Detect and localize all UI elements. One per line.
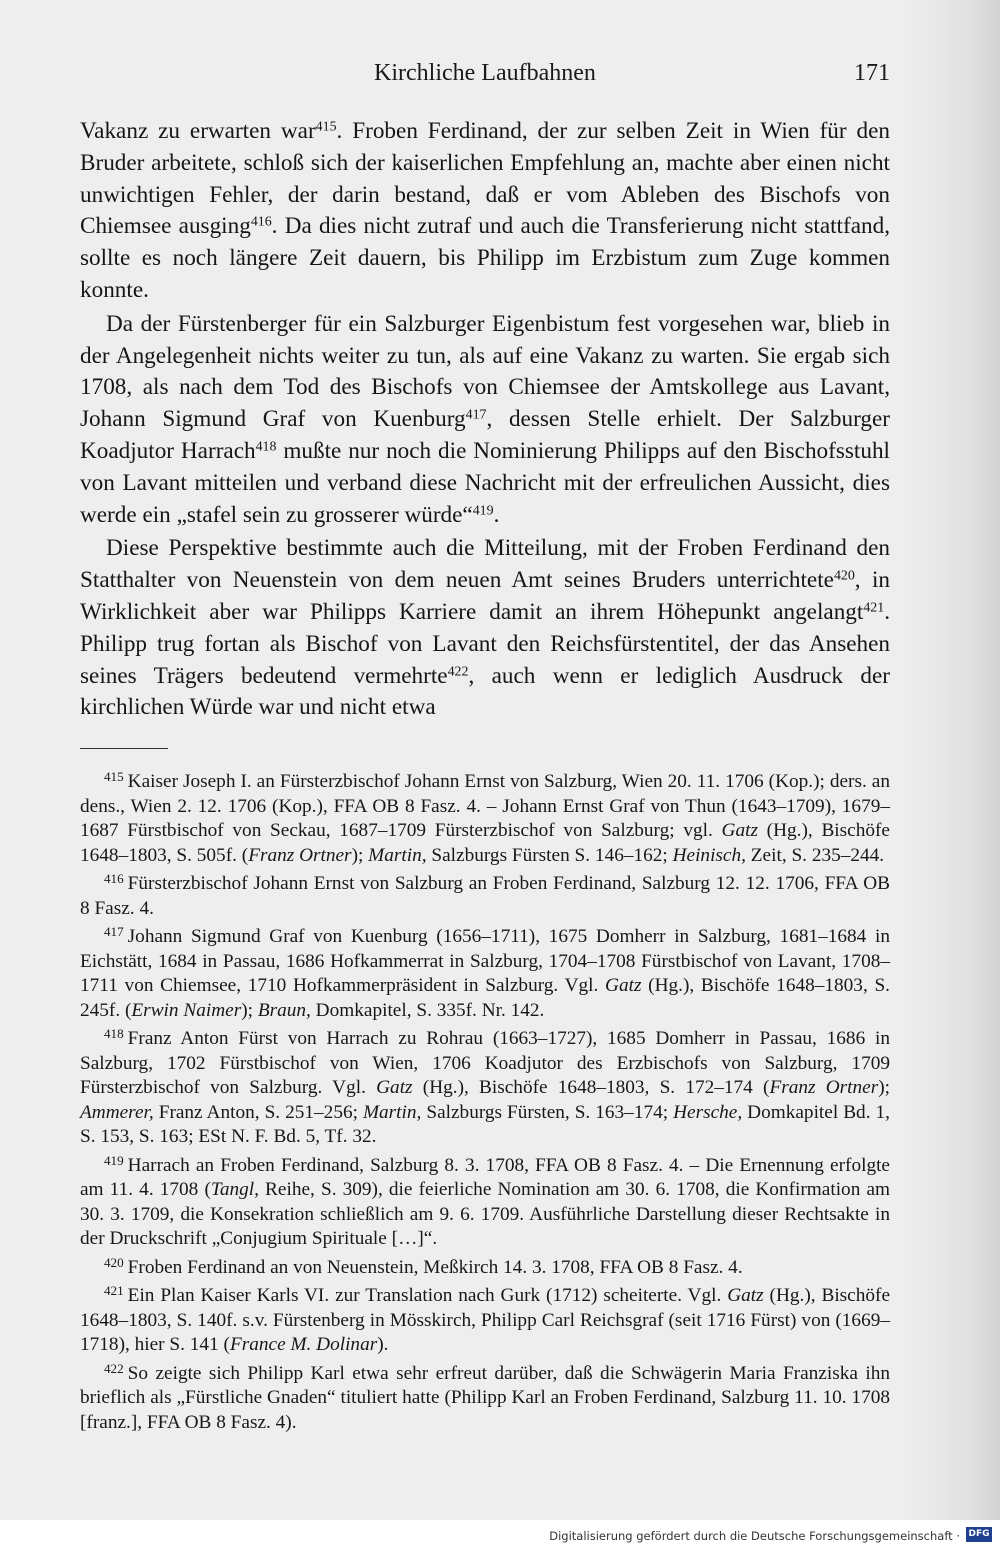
footnote-reference: 418 bbox=[255, 439, 277, 455]
footnote-separator bbox=[80, 748, 168, 749]
text-segment: Fürsterzbischof Johann Ernst von Salzburg an Froben Ferdinand, Salzburg 12. 12. 1706, FFA OB 8 Fasz. 4. bbox=[80, 873, 890, 919]
text-segment: (Hg.), Bischöfe 1648–1803, S. 505f. ( bbox=[80, 820, 890, 866]
italic-text: Erwin Naimer bbox=[131, 999, 242, 1021]
italic-text: Ammerer, bbox=[80, 1101, 154, 1123]
text-segment: mußte nur noch die Nominierung Philipps auf den Bischofsstuhl von Lavant mitteilen und verband diese Nachricht mit der erfreulichen Aussicht, dies werde ein „stafel sein zu grosserer würde“ bbox=[80, 437, 890, 528]
italic-text: Hersche, bbox=[673, 1101, 743, 1123]
page-edge-shadow bbox=[905, 0, 1000, 1520]
italic-text: Franz Ortner bbox=[248, 844, 352, 866]
text-segment: . Froben Ferdinand, der zur selben Zeit in Wien für den Bruder arbeitete, schloß sich der kaiserlichen Empfehlung an, machte aber einen nicht unwichtigen Fehler, der darin bestand, daß er vom Ableben des Bischofs von Chiemsee ausging bbox=[80, 118, 890, 240]
footnote-reference: 417 bbox=[465, 407, 487, 423]
footnote-number: 421 bbox=[104, 1283, 124, 1299]
italic-text: Gatz bbox=[721, 820, 758, 841]
italic-text: Martin, bbox=[368, 844, 427, 866]
text-segment: (Hg.), Bischöfe 1648–1803, S. 140f. s.v. Fürstenberg in Mösskirch, Philipp Carl Reichsgraf (seit 1716 Fürst) von (1669–1718), hier S. 141 ( bbox=[80, 1285, 891, 1355]
text-segment: Domkapitel Bd. 1, S. 153, S. 163; ESt N. F. Bd. 5, Tf. 32. bbox=[80, 1101, 890, 1147]
running-header bbox=[80, 58, 890, 98]
paragraph bbox=[80, 309, 890, 532]
text-segment: Franz Anton, S. 251–256; bbox=[153, 1101, 363, 1123]
footnote-number: 422 bbox=[104, 1360, 124, 1376]
text-segment: Kaiser Joseph I. an Fürsterzbischof Johann Ernst von Salzburg, Wien 20. 11. 1706 (Kop.); ders. an dens., Wien 2. 12. 1706 (Kop.), FFA OB 8 Fasz. 4. – Johann Ernst Graf von Thun (1643–1709), 1679–1687 Fürstbischof von Seckau, 1687–1709 Fürsterzbischof von Salzburg; vgl. bbox=[80, 771, 890, 841]
page-number: 171 bbox=[854, 60, 890, 86]
footnote bbox=[80, 1256, 890, 1281]
text-segment: So zeigte sich Philipp Karl etwa sehr erfreut darüber, daß die Schwägerin Maria Franziska ihn brieflich als „Fürstliche Gnaden“ tituliert hatte (Philipp Karl an Froben Ferdinand, Salzburg 11. 10. 1708 [franz.], FFA OB 8 Fasz. 4). bbox=[80, 1362, 890, 1433]
footnote-reference: 416 bbox=[250, 214, 272, 230]
footnote bbox=[80, 1284, 890, 1358]
text-segment: . bbox=[493, 501, 500, 528]
text-segment: Harrach an Froben Ferdinand, Salzburg 8. 3. 1708, FFA OB 8 Fasz. 4. – Die Ernennung erfolgte am 11. 4. 1708 ( bbox=[80, 1154, 890, 1200]
italic-text: Franz Ortner bbox=[769, 1077, 879, 1098]
text-segment: ); bbox=[878, 1077, 890, 1098]
text-segment: Domkapitel, S. 335f. Nr. 142. bbox=[310, 999, 545, 1021]
text-segment: ); bbox=[351, 844, 369, 866]
text-segment: . Philipp trug fortan als Bischof von Lavant den Reichsfürstentitel, der das Ansehen seines Trägers bedeutend vermehrte bbox=[80, 598, 890, 689]
footnotes bbox=[80, 770, 890, 1439]
text-segment: Franz Anton Fürst von Harrach zu Rohrau (1663–1727), 1685 Domherr in Passau, 1686 in Salzburg, 1702 Fürstbischof von Wien, 1706 Koadjutor des Erzbischofs von Salzburg, 1709 Fürsterzbischof von Salzburg. Vgl. bbox=[80, 1028, 890, 1098]
italic-text: Gatz bbox=[727, 1285, 764, 1306]
text-segment: Reihe, S. 309), die feierliche Nomination am 30. 6. 1708, die Konfirmation am 30. 3. 1709, die Konsekration schließlich am 9. 6. 1709. Ausführliche Darstellung dieser Rechtsakte in der Druckschrift „Conjugium Spirituale […]“. bbox=[80, 1179, 891, 1249]
footnote bbox=[80, 925, 890, 1023]
main-text bbox=[80, 116, 890, 726]
text-segment: , in Wirklichkeit aber war Philipps Karriere damit an ihrem Höhepunkt angelangt bbox=[80, 567, 890, 625]
italic-text: Braun, bbox=[257, 999, 311, 1021]
text-segment: Vakanz zu erwarten war bbox=[80, 118, 316, 144]
text-segment: (Hg.), Bischöfe 1648–1803, S. 172–174 ( bbox=[412, 1077, 770, 1098]
text-segment: Salzburgs Fürsten S. 146–162; bbox=[426, 844, 673, 866]
italic-text: Heinisch, bbox=[672, 844, 746, 866]
footnote bbox=[80, 872, 890, 921]
paragraph bbox=[80, 116, 890, 307]
footnote bbox=[80, 1362, 890, 1436]
text-segment: . Da dies nicht zutraf und auch die Transferierung nicht stattfand, sollte es noch längere Zeit dauern, bis Philipp im Erzbistum zum Zuge kommen konnte. bbox=[80, 213, 890, 303]
text-segment: Da der Fürstenberger für ein Salzburger Eigenbistum fest vorgesehen war, blieb in der Angelegenheit nichts weiter zu tun, als auf eine Vakanz zu warten. Sie ergab sich 1708, als nach dem Tod des Bischofs von Chiemsee der Amtskollege aus Lavant, Johann Sigmund Graf von Kuenburg bbox=[80, 310, 890, 433]
digitization-credit-bar bbox=[0, 1520, 1000, 1552]
footnote bbox=[80, 1027, 890, 1150]
italic-text: France M. Dolinar bbox=[229, 1334, 378, 1355]
running-title: Kirchliche Laufbahnen bbox=[374, 60, 596, 86]
footnote-reference: 422 bbox=[447, 663, 469, 679]
credit-text: Digitalisierung gefördert durch die Deutsche Forschungsgemeinschaft · bbox=[549, 1529, 960, 1543]
text-segment: Johann Sigmund Graf von Kuenburg (1656–1711), 1675 Domherr in Salzburg, 1681–1684 in Eichstätt, 1684 in Passau, 1686 Hofkammerrat in Salzburg, 1704–1708 Fürstbischof von Lavant, 1708–1711 von Chiemsee, 1710 Hofkammerpräsident in Salzburg. Vgl. bbox=[80, 926, 890, 996]
footnote-number: 418 bbox=[104, 1026, 124, 1042]
text-segment: Froben Ferdinand an von Neuenstein, Meßkirch 14. 3. 1708, FFA OB 8 Fasz. 4. bbox=[127, 1256, 743, 1278]
footnote-number: 417 bbox=[104, 924, 124, 940]
italic-text: Tangl, bbox=[210, 1179, 259, 1200]
italic-text: Gatz bbox=[605, 975, 642, 996]
footnote-reference: 420 bbox=[833, 568, 855, 584]
text-segment: Zeit, S. 235–244. bbox=[745, 844, 885, 866]
text-segment: Salzburgs Fürsten, S. 163–174; bbox=[421, 1101, 674, 1123]
paragraph bbox=[80, 533, 890, 724]
footnote-reference: 419 bbox=[472, 502, 494, 518]
footnote bbox=[80, 770, 890, 868]
footnote-reference: 415 bbox=[315, 119, 337, 135]
text-segment: Ein Plan Kaiser Karls VI. zur Translation nach Gurk (1712) scheiterte. Vgl. bbox=[127, 1285, 728, 1306]
footnote bbox=[80, 1154, 890, 1252]
italic-text: Gatz bbox=[376, 1077, 413, 1098]
footnote-reference: 421 bbox=[863, 600, 885, 616]
footnote-number: 416 bbox=[104, 871, 124, 887]
dfg-logo: DFG bbox=[966, 1527, 992, 1542]
text-segment: Diese Perspektive bestimmte auch die Mitteilung, mit der Froben Ferdinand den Statthalter von Neuenstein von dem neuen Amt seines Bruders unterrichtete bbox=[80, 535, 890, 594]
footnote-number: 420 bbox=[104, 1254, 124, 1270]
text-segment: , dessen Stelle erhielt. Der Salzburger Koadjutor Harrach bbox=[80, 406, 890, 464]
footnote-number: 419 bbox=[104, 1152, 124, 1168]
text-segment: , auch wenn er lediglich Ausdruck der kirchlichen Würde war und nicht etwa bbox=[80, 662, 890, 721]
footnote-number: 415 bbox=[104, 769, 124, 785]
text-segment: (Hg.), Bischöfe 1648–1803, S. 245f. ( bbox=[80, 975, 891, 1021]
italic-text: Martin, bbox=[362, 1101, 422, 1123]
text-segment: ). bbox=[377, 1334, 389, 1355]
text-segment: ); bbox=[241, 999, 258, 1021]
